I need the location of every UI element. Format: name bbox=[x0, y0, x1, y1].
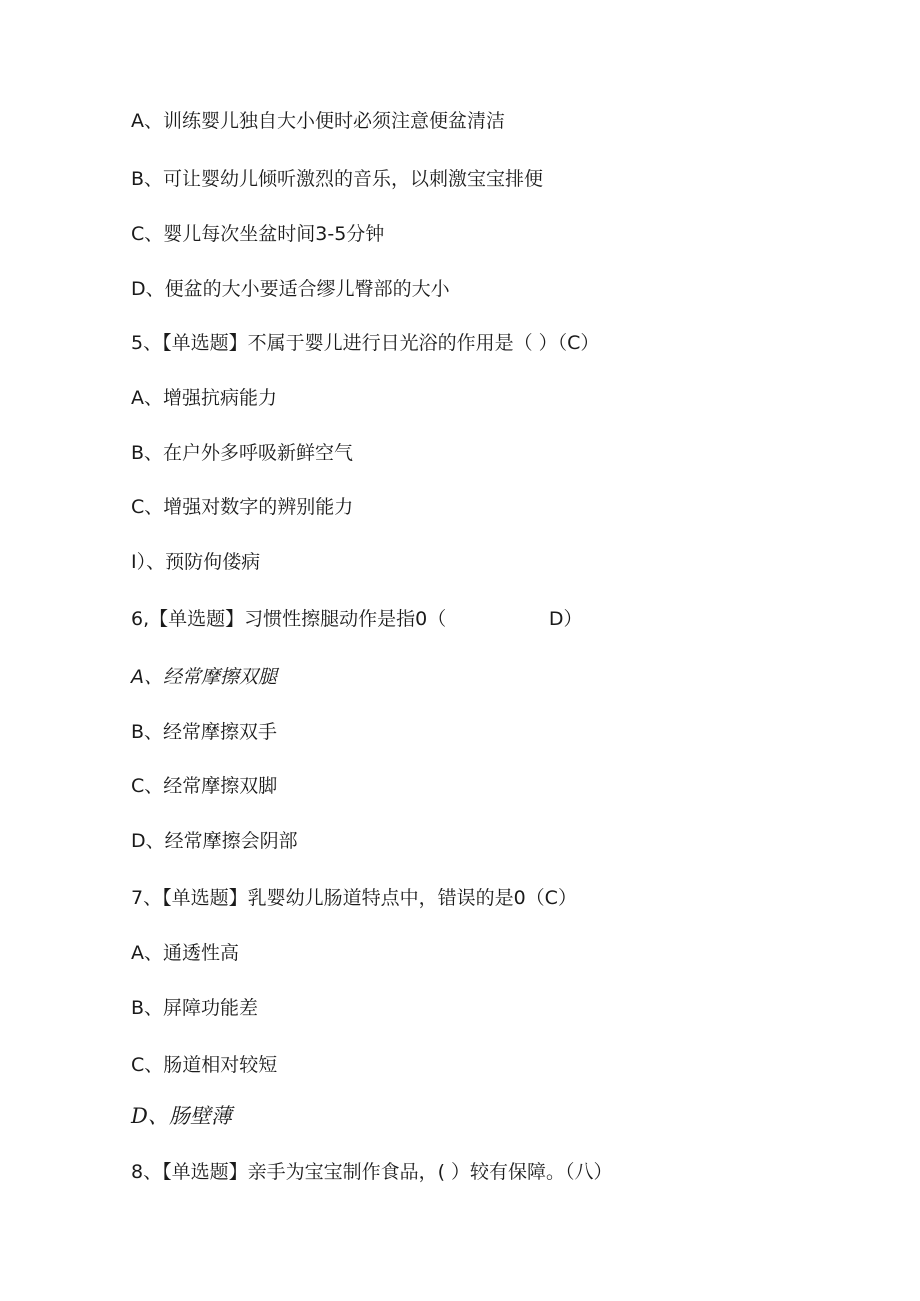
q4-option-b: B、可让婴幼儿倾听激烈的音乐，以刺激宝宝排便 bbox=[131, 168, 544, 190]
q7-option-c: C、肠道相对较短 bbox=[131, 1054, 278, 1076]
q7-option-d: D、肠壁薄 bbox=[131, 1104, 232, 1128]
q6-question: 6,【单选题】习惯性擦腿动作是指0（ D） bbox=[131, 608, 583, 630]
q7-option-a: A、通透性高 bbox=[131, 942, 239, 964]
q4-option-a: A、训练婴儿独自大小便时必须注意便盆清洁 bbox=[131, 110, 505, 132]
q4-option-d: D、便盆的大小要适合缪儿臀部的大小 bbox=[131, 278, 450, 300]
q5-question: 5、【单选题】不属于婴儿进行日光浴的作用是（ ）（C） bbox=[131, 332, 600, 354]
q6-option-c: C、经常摩擦双脚 bbox=[131, 775, 278, 797]
q8-question: 8、【单选题】亲手为宝宝制作食品，( ）较有保障。（八） bbox=[131, 1161, 613, 1183]
q6-option-a: A、经常摩擦双腿 bbox=[131, 666, 277, 688]
q6-option-b: B、经常摩擦双手 bbox=[131, 721, 278, 743]
q5-option-b: B、在户外多呼吸新鲜空气 bbox=[131, 442, 354, 464]
q4-option-c: C、婴儿每次坐盆时间3-5分钟 bbox=[131, 223, 385, 245]
q5-option-c: C、增强对数字的辨别能力 bbox=[131, 496, 354, 518]
q6-option-d: D、经常摩擦会阴部 bbox=[131, 830, 298, 852]
q5-option-d: I）、预防佝偻病 bbox=[131, 551, 261, 573]
q7-question: 7、【单选题】乳婴幼儿肠道特点中，错误的是0（C） bbox=[131, 887, 577, 909]
q5-option-a: A、增强抗病能力 bbox=[131, 387, 277, 409]
q7-option-b: B、屏障功能差 bbox=[131, 997, 259, 1019]
